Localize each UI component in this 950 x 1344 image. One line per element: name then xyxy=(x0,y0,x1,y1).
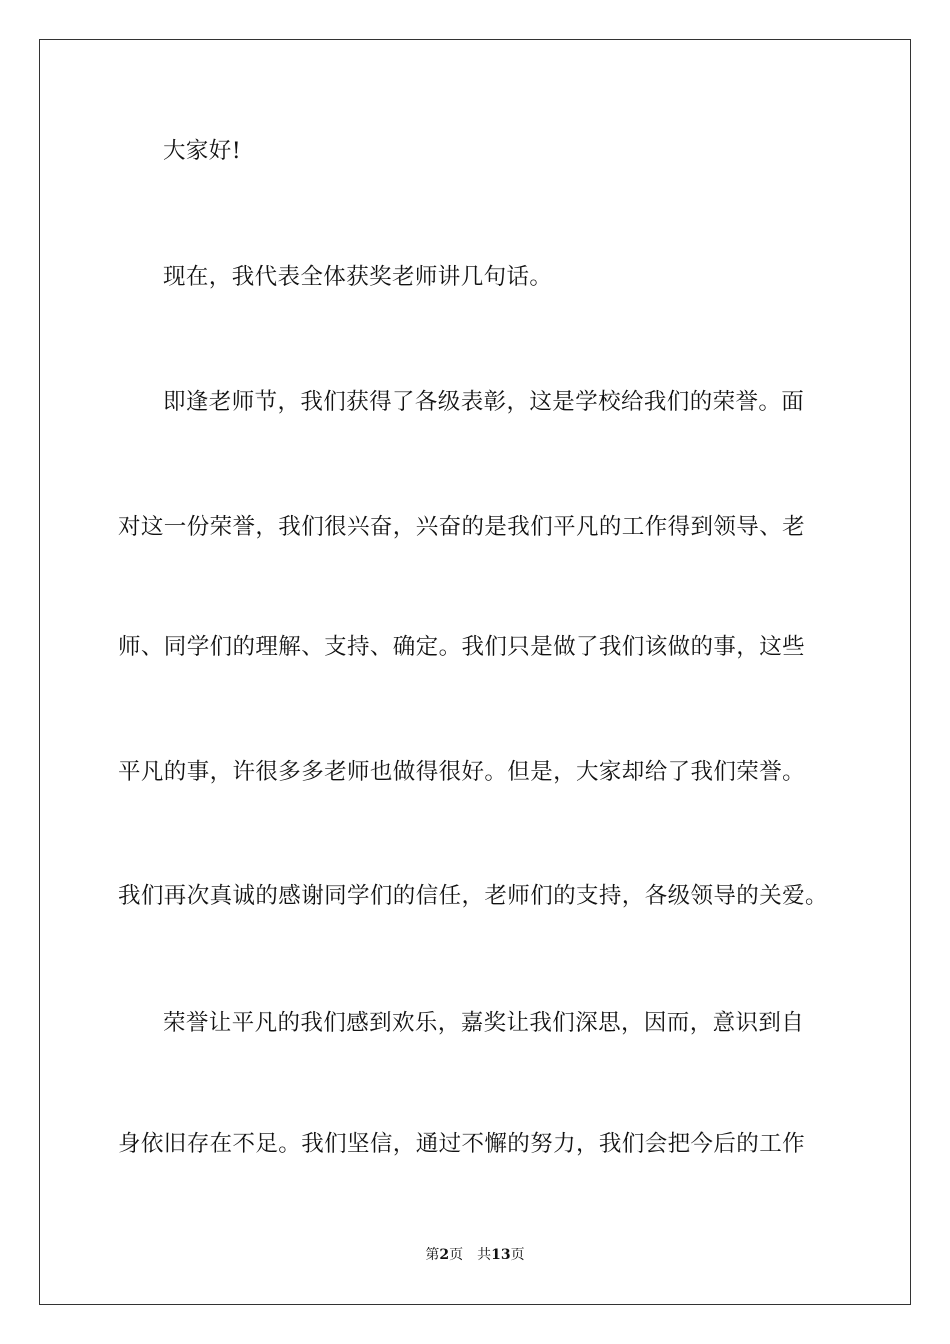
paragraph-3-line-1: 荣誉让平凡的我们感到欢乐，嘉奖让我们深思，因而，意识到自 xyxy=(163,1010,805,1036)
footer-page-prefix: 第 xyxy=(425,1247,440,1263)
footer-page-suffix: 页 xyxy=(449,1247,464,1263)
paragraph-1-line-1: 现在，我代表全体获奖老师讲几句话。 xyxy=(163,264,553,290)
footer-current-page: 2 xyxy=(439,1247,450,1263)
greeting-line: 大家好! xyxy=(163,138,242,164)
footer-total-suffix: 页 xyxy=(510,1247,525,1263)
footer-total-pages: 13 xyxy=(491,1247,511,1263)
paragraph-2-line-2: 对这一份荣誉，我们很兴奋，兴奋的是我们平凡的工作得到领导、老 xyxy=(118,514,806,540)
page-footer xyxy=(0,1245,950,1265)
paragraph-2-line-3: 师、同学们的理解、支持、确定。我们只是做了我们该做的事，这些 xyxy=(118,634,806,660)
paragraph-2-line-4: 平凡的事，许很多多老师也做得很好。但是，大家却给了我们荣誉。 xyxy=(118,759,806,785)
paragraph-3-line-2: 身依旧存在不足。我们坚信，通过不懈的努力，我们会把今后的工作 xyxy=(118,1131,806,1157)
paragraph-2-line-1: 即逢老师节，我们获得了各级表彰，这是学校给我们的荣誉。面 xyxy=(163,389,805,415)
page-frame xyxy=(39,39,911,1305)
paragraph-2-line-5: 我们再次真诚的感谢同学们的信任，老师们的支持，各级领导的关爱。 xyxy=(118,883,828,909)
footer-total-prefix: 共 xyxy=(477,1247,492,1263)
